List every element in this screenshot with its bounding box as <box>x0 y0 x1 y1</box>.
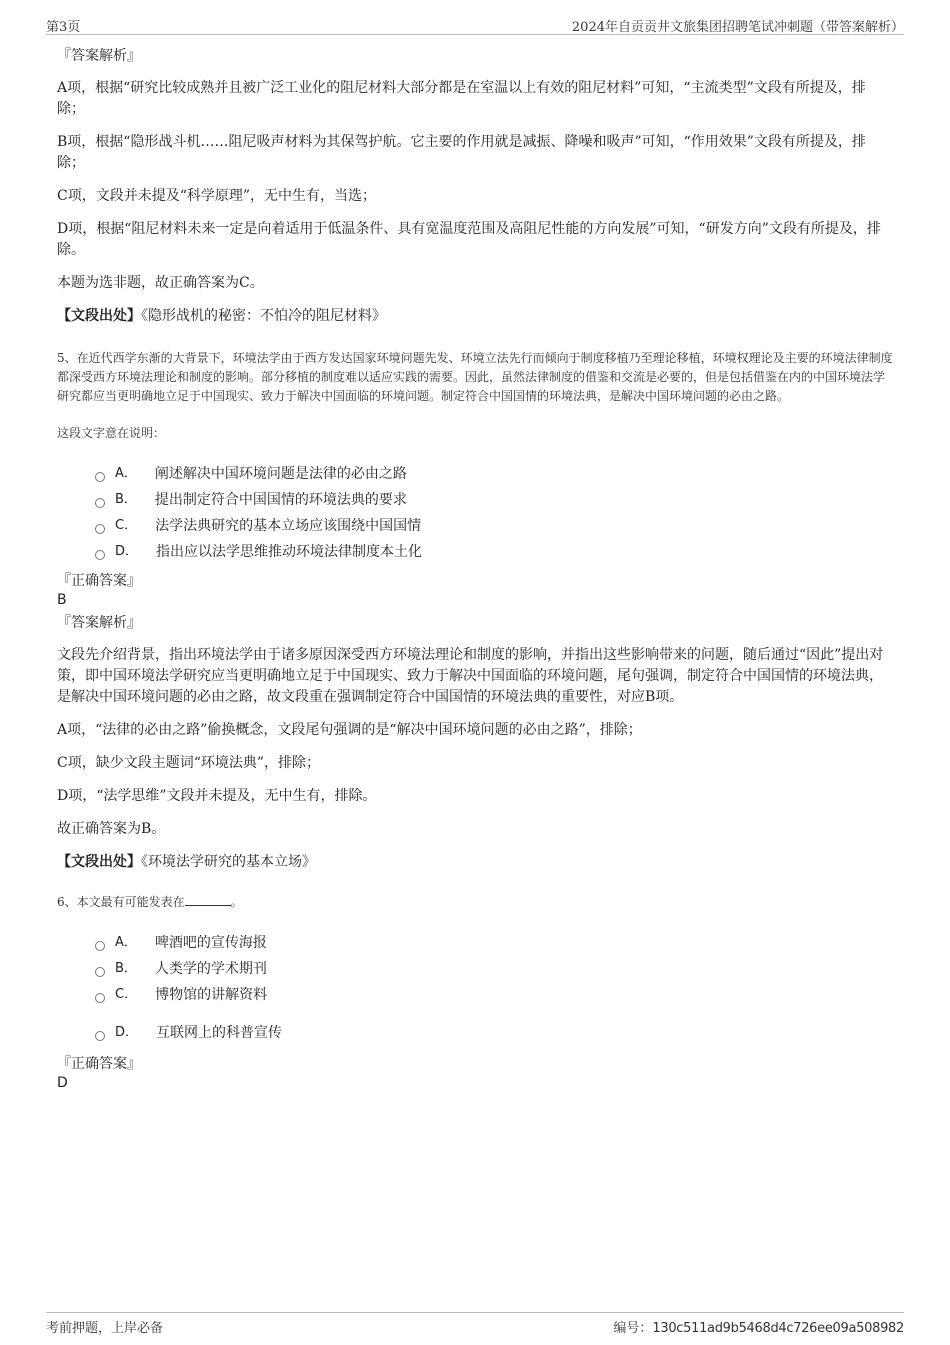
option-a[interactable]: A． 阐述解决中国环境问题是法律的必由之路 <box>95 461 893 487</box>
source-label: 【文段出处】 <box>57 854 141 870</box>
correct-answer: B <box>57 592 67 608</box>
radio-icon[interactable] <box>95 1031 105 1041</box>
question-6-stem: 6、本文最有可能发表在 。 <box>57 895 243 909</box>
radio-icon[interactable] <box>95 498 105 508</box>
correct-answer-label: 『正确答案』 <box>57 1056 141 1072</box>
answer-blank <box>185 893 231 906</box>
radio-icon[interactable] <box>95 993 105 1003</box>
source-title: 《隐形战机的秘密：不怕冷的阻尼材料》 <box>141 308 386 324</box>
option-d[interactable]: D． 互联网上的科普宣传 <box>95 1020 893 1046</box>
page-header <box>46 14 904 35</box>
option-d[interactable]: D． 指出应以法学思维推动环境法律制度本土化 <box>95 539 893 565</box>
analysis-paragraph: C项，缺少文段主题词“环境法典”，排除； <box>57 755 321 771</box>
option-b[interactable]: B． 人类学的学术期刊 <box>95 956 893 982</box>
analysis-paragraph: C项，文段并未提及“科学原理”，无中生有，当选； <box>57 188 377 204</box>
question-5-stem: 5、在近代西学东渐的大背景下，环境法学由于西方发达国家环境问题先发、环境立法先行而倾向于制度移植乃至理论移植，环境权理论及主要的环境法律制度都深受西方环境法理论和制度的影响。部分移植的制度难以适应实践的需要。因此，虽然法律制度的借鉴和交流是必要的，但是包括借鉴在内的中国环境法学研究都应当更明确地立足于中国现实、致力于解决中国面临的环境问题。制定符合中国国情的环境法典，是解决中国环境问题的必由之路。 <box>57 351 893 403</box>
analysis-paragraph: A项，根据“研究比较成熟并且被广泛工业化的阻尼材料大部分都是在室温以上有效的阻尼材料”可知，“主流类型”文段有所提及，排除； <box>57 80 866 117</box>
question-5-prompt: 这段文字意在说明： <box>57 426 166 440</box>
option-c[interactable]: C． 法学法典研究的基本立场应该围绕中国国情 <box>95 513 893 539</box>
radio-icon[interactable] <box>95 550 105 560</box>
option-b[interactable]: B． 提出制定符合中国国情的环境法典的要求 <box>95 487 893 513</box>
analysis-paragraph: 文段先介绍背景，指出环境法学由于诸多原因深受西方环境法理论和制度的影响，并指出这些影响带来的问题，随后通过“因此”提出对策，即中国环境法学研究应当更明确地立足于中国现实、致力于解决中国面临的环境问题，尾句强调，制定符合中国国情的环境法典，是解决中国环境问题的必由之路，故文段重在强调制定符合中国国情的环境法典的重要性，对应B项。 <box>57 647 884 705</box>
footer-slogan: 考前押题，上岸必备 <box>46 1321 164 1336</box>
page-number: 第3页 <box>46 20 81 35</box>
radio-icon[interactable] <box>95 967 105 977</box>
radio-icon[interactable] <box>95 524 105 534</box>
question-6-options <box>95 930 893 1046</box>
analysis-paragraph: B项，根据“隐形战斗机……阻尼吸声材料为其保驾护航。它主要的作用就是减振、降噪和吸声”可知，“作用效果”文段有所提及，排除； <box>57 134 866 171</box>
analysis-paragraph: D项，根据“阻尼材料未来一定是向着适用于低温条件、具有宽温度范围及高阻尼性能的方向发展”可知，“研发方向”文段有所提及，排除。 <box>57 221 881 258</box>
analysis-paragraph: D项，“法学思维”文段并未提及，无中生有，排除。 <box>57 788 377 804</box>
source-label: 【文段出处】 <box>57 308 141 324</box>
answer-analysis-label: 『答案解析』 <box>57 48 141 64</box>
source-line <box>57 306 893 327</box>
option-c[interactable]: C． 博物馆的讲解资料 <box>95 982 893 1008</box>
radio-icon[interactable] <box>95 941 105 951</box>
document-title: 2024年自贡贡井文旅集团招聘笔试冲刺题（带答案解析） <box>571 20 904 35</box>
source-line <box>57 852 893 873</box>
page-footer <box>46 1312 904 1335</box>
answer-analysis-label: 『答案解析』 <box>57 615 141 631</box>
analysis-paragraph: A项，“法律的必由之路”偷换概念，文段尾句强调的是“解决中国环境问题的必由之路”，排除； <box>57 722 642 738</box>
correct-answer-label: 『正确答案』 <box>57 573 141 589</box>
option-a[interactable]: A． 啤酒吧的宣传海报 <box>95 930 893 956</box>
radio-icon[interactable] <box>95 472 105 482</box>
analysis-conclusion: 故正确答案为B。 <box>57 821 166 837</box>
page-content <box>57 40 893 1092</box>
question-5-options <box>95 461 893 565</box>
analysis-conclusion: 本题为选非题，故正确答案为C。 <box>57 275 264 291</box>
correct-answer: D <box>57 1075 68 1091</box>
document-code: 编号：130c511ad9b5468d4c726ee09a508982 <box>613 1321 904 1336</box>
source-title: 《环境法学研究的基本立场》 <box>141 854 316 870</box>
